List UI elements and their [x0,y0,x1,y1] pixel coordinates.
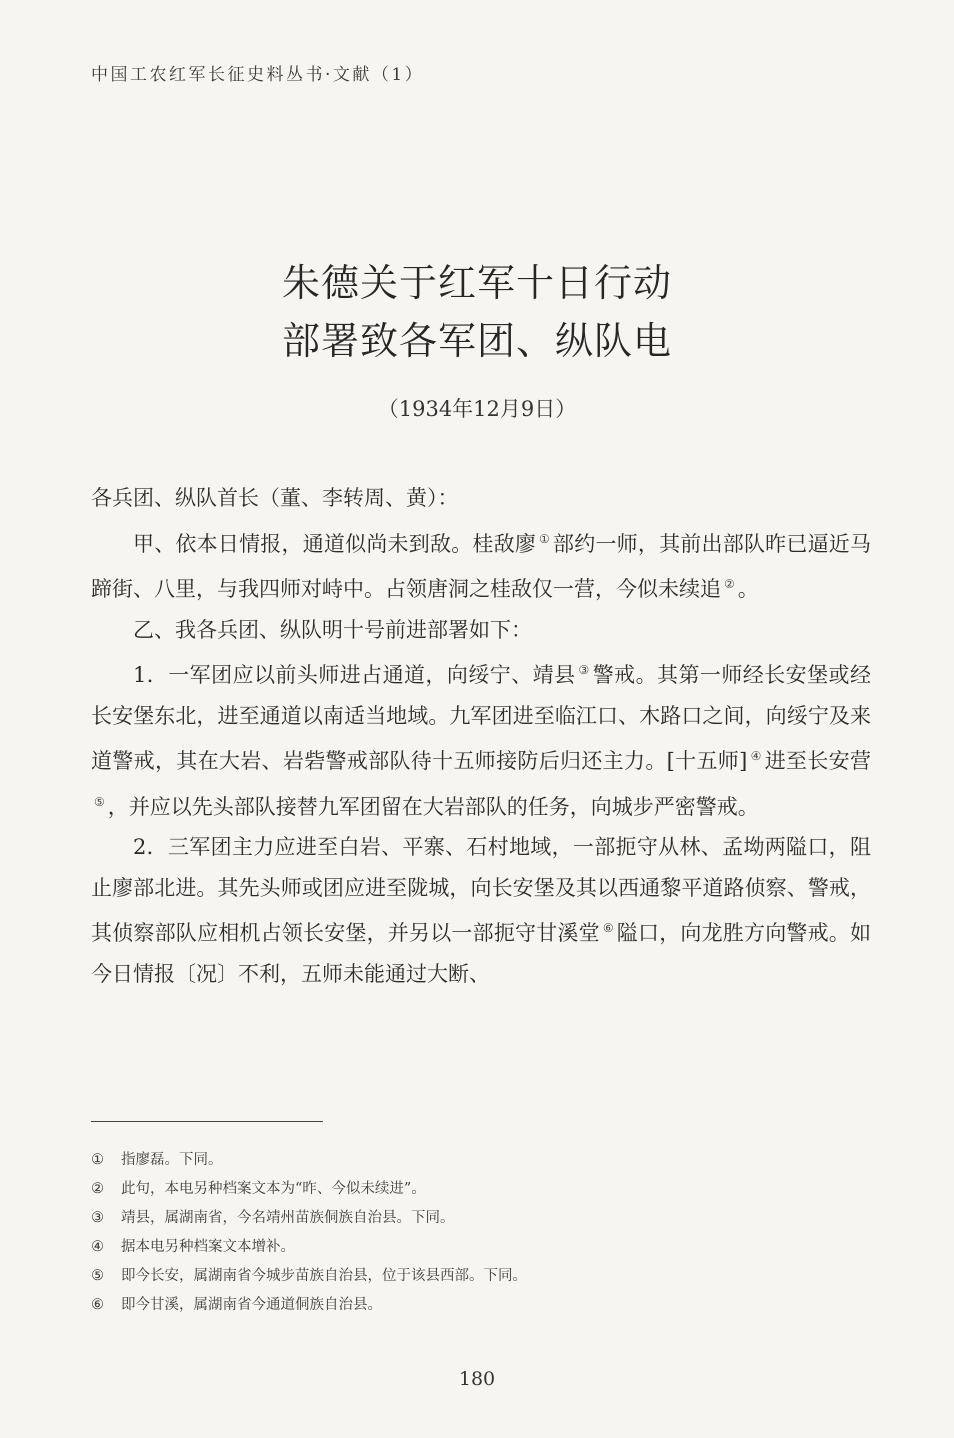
footnote-marker: ③ [578,663,590,677]
footnote-number: ⑥ [91,1297,104,1313]
paragraph-text: ，并应以先头部队接替九军团留在大岩部队的任务，向城步严密警戒。 [107,794,759,819]
paragraph-text: 隘口，向龙胜方向警戒。如今日情报〔况〕不利，五师未能通过大断、 [91,921,872,986]
footnote-text: 据本电另种档案文本增补。 [121,1239,295,1255]
paragraph-text: 。 [737,577,759,601]
footnote-number: ② [91,1181,104,1197]
footnote-number: ⑤ [91,1268,104,1284]
footnote-text: 即今甘溪，属湖南省今通道侗族自治县。 [121,1297,382,1313]
page-number: 180 [458,1368,496,1390]
running-header: 中国工农红军长征史料丛书·文献（1） [91,65,425,85]
footnote-number: ① [91,1152,104,1168]
paragraph-text: 2．三军团主力应进至白岩、平寨、石村地域，一部扼守从林、孟坳两隘口，阻止廖部北进。其先头师或团应进至陇城，向长安堡及其以西通黎平道路侦察、警戒，其侦察部队应相机占领长安堡，并另以一部扼守甘溪堂 [91,835,871,945]
paragraph-text: 1．一军团应以前头师进占通道，向绥宁、靖县 [133,663,576,687]
footnote-marker: ④ [750,749,762,763]
document-title-line-1: 朱德关于红军十日行动 [281,261,672,305]
footnote-item [91,1291,871,1320]
footnote-text: 靖县，属湖南省，今名靖州苗族侗族自治县。下同。 [121,1210,455,1226]
footnote-item [91,1146,871,1175]
footnote-marker: ⑥ [602,921,614,935]
footnote-marker: ⑤ [94,794,105,809]
footnote-item [91,1233,871,1262]
footnote-divider [91,1121,323,1122]
paragraph-yi: 乙、我各兵团、纵队明十号前进部署如下： [133,617,532,642]
paragraph-text: 部约一师，其前出部队昨已逼近马蹄街、八里，与我四师对峙中。占领唐洞之桂敌仅一营，今似未续追 [91,531,872,601]
footnote-number: ④ [91,1239,104,1255]
paragraph-text: 甲、依本日情报，通道似尚未到敌。桂敌廖 [133,531,537,556]
footnote-marker: ① [539,531,551,546]
footnote-item [91,1262,871,1291]
paragraph-jia [91,519,871,610]
document-date: （1934年12月9日） [377,397,577,421]
document-body [91,478,871,994]
paragraph-item-2 [91,827,871,994]
salutation: 各兵团、纵队首长（董、李转周、黄）： [91,486,459,510]
footnote-number: ③ [91,1210,104,1226]
document-title-line-2: 部署致各军团、纵队电 [281,319,672,363]
footnote-text: 此句，本电另种档案文本为“昨、今似未续进”。 [121,1181,426,1197]
paragraph-text: 进至长安营 [764,749,871,773]
footnote-text: 即今长安，属湖南省今城步苗族自治县，位于该县西部。下同。 [121,1268,527,1284]
footnote-item [91,1175,871,1204]
footnote-text: 指廖磊。下同。 [121,1152,223,1168]
footnotes [91,1146,871,1320]
footnote-item [91,1204,871,1233]
paragraph-item-1 [91,650,871,827]
footnote-marker: ② [724,577,735,591]
paragraph-text: 警戒。其第一师经长安堡或经长安堡东北，进至通道以南适当地域。九军团进至临江口、木路口之间，向绥宁及来道警戒，其在大岩、岩砦警戒部队待十五师接防后归还主力。[十五师] [91,663,871,773]
